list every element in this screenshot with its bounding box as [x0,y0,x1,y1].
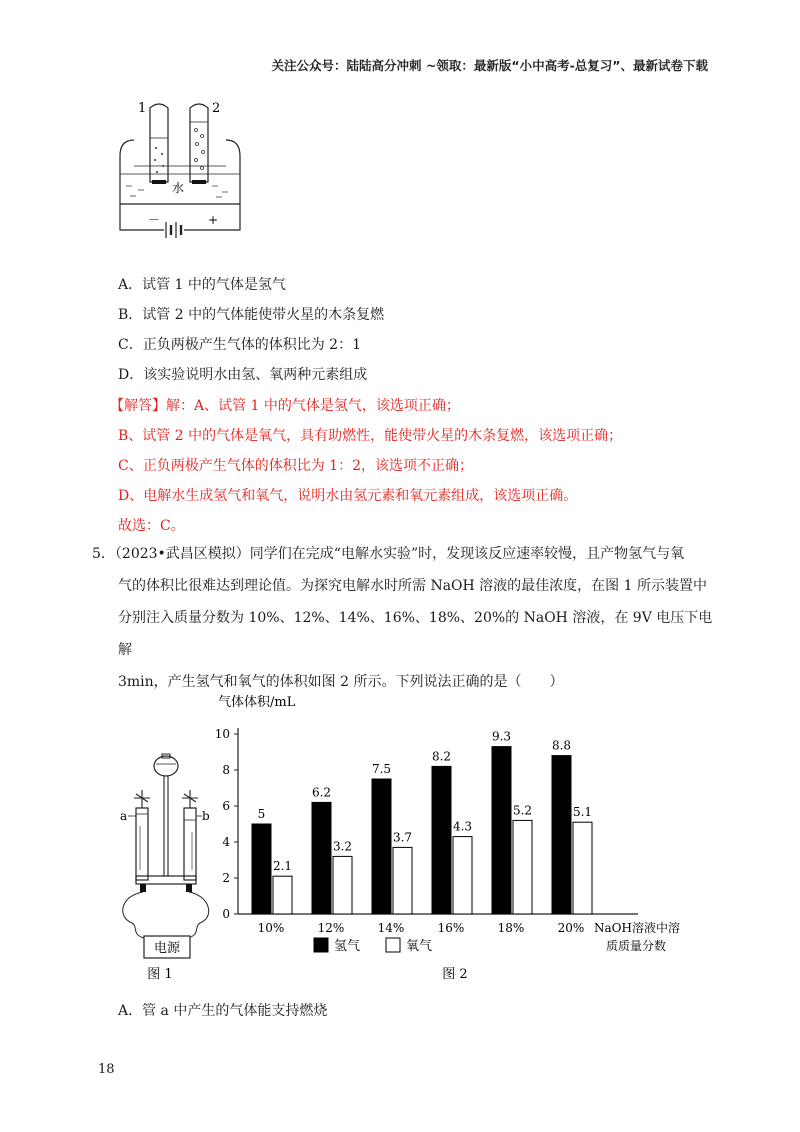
answer-choice: 故选：C。 [118,518,185,534]
question-5-line-4: 3min，产生氢气和氧气的体积如图 2 所示。下列说法正确的是（ ） [118,674,564,690]
gas-volume-bar-chart [215,694,680,982]
tube-1-label: 1 [138,101,147,116]
tube-2-label: 2 [212,101,221,116]
tube-b-label: b [202,809,210,823]
data-label-oxygen: 5.2 [512,803,533,818]
option-a: A．试管 1 中的气体是氢气 [118,277,286,293]
bar-oxygen [273,876,292,914]
hofmann-apparatus-figure [120,754,210,982]
option-d: D．该实验说明水由氢、氧两种元素组成 [118,367,368,383]
chart-legend [314,938,432,954]
option-q5-a: A．管 a 中产生的气体能支持燃烧 [118,1003,328,1019]
x-tick-label: 16% [437,921,465,935]
x-tick-label: 12% [317,921,345,935]
y-tick-label: 8 [222,763,230,777]
x-tick-label: 10% [257,921,285,935]
legend-label-oxygen: 氧气 [406,939,433,954]
x-tick-label: 18% [497,921,525,935]
bar-hydrogen [432,766,451,914]
data-label-hydrogen: 7.5 [371,762,392,776]
question-5-line-1: （2023•武昌区模拟）同学们在完成“电解水实验”时，发现该反应速率较慢，且产物氢气与氧 [114,546,685,562]
figure-1-caption: 图 1 [147,967,173,982]
answer-line-3: C、正负两极产生气体的体积比为 1：2，该选项不正确； [118,458,473,474]
y-tick-label: 10 [214,727,230,741]
y-tick-label: 6 [222,799,230,813]
bar-hydrogen [372,779,391,914]
bar-oxygen [453,837,472,914]
answer-tag: 【解答】 [110,398,166,414]
negative-terminal-label: － [148,213,161,227]
question-5-line-2: 气的体积比很难达到理论值。为探究电解水时所需 NaOH 溶液的最佳浓度，在图 1 所示装置中 [118,578,707,594]
question-5 [92,538,718,698]
tube-a-label: a [120,809,128,823]
answer-line-1 [110,395,460,415]
power-supply-label: 电源 [153,941,181,956]
page-header: 关注公众号：陆陆高分冲刺 ~领取：最新版“小中高考-总复习”、最新试卷下载 [271,58,708,73]
data-label-hydrogen: 8.8 [551,738,572,753]
data-label-hydrogen: 6.2 [311,785,332,800]
answer-line-4: D、电解水生成氢气和氧气，说明水由氢元素和氧元素组成，该选项正确。 [118,488,578,504]
y-tick-label: 0 [222,907,230,921]
positive-terminal-label: + [208,213,219,227]
legend-label-hydrogen: 氢气 [334,939,361,954]
figure-2-area [110,686,710,996]
legend-swatch-hydrogen [314,938,328,952]
bar-hydrogen [252,824,271,914]
data-label-oxygen: 2.1 [272,859,293,874]
electrolysis-apparatus-figure [112,96,252,246]
data-label-hydrogen: 8.2 [431,749,452,764]
bar-oxygen [393,847,412,914]
option-c: C．正负两极产生气体的体积比为 2：1 [118,337,361,353]
data-label-oxygen: 3.7 [392,830,413,845]
x-tick-label: 14% [377,921,405,935]
y-tick-label: 2 [222,871,230,885]
chart-x-axis-label-line-2: 质质量分数 [606,939,667,953]
chart-y-axis-label: 气体体积/mL [218,695,296,710]
page-number: 18 [98,1062,115,1077]
answer-line-2: B、试管 2 中的气体是氧气，具有助燃性，能使带火星的木条复燃，该选项正确； [118,428,623,444]
data-label-oxygen: 3.2 [332,839,353,854]
data-label-hydrogen: 5 [257,807,266,821]
option-b: B．试管 2 中的气体能使带火星的木条复燃 [118,307,385,323]
x-tick-label: 20% [557,921,585,935]
y-tick-label: 4 [222,835,230,849]
legend-swatch-oxygen [386,938,400,952]
data-label-oxygen: 5.1 [572,805,593,820]
data-label-oxygen: 4.3 [452,819,473,834]
bar-oxygen [333,856,352,914]
bar-hydrogen [492,747,511,914]
data-label-hydrogen: 9.3 [491,729,512,744]
bar-oxygen [513,820,532,914]
figure-2-caption: 图 2 [442,967,468,982]
water-label: 水 [172,181,185,195]
answer-text-1: 解：A、试管 1 中的气体是氢气，该选项正确； [166,398,460,414]
chart-x-axis-label-line-1: NaOH溶液中溶 [594,921,680,935]
question-5-number: 5． [92,546,115,562]
bar-hydrogen [312,802,331,914]
bar-hydrogen [552,756,571,914]
question-5-line-3: 分别注入质量分数为 10%、12%、14%、16%、18%、20%的 NaOH 溶液，在 9V 电压下电解 [118,610,713,658]
bar-oxygen [573,822,592,914]
